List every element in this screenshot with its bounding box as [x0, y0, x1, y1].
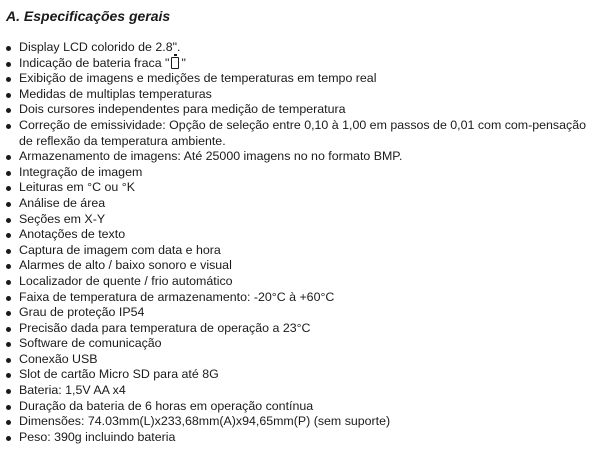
spec-item-xy-sections: Seções em X-Y	[6, 212, 586, 228]
bullet-icon	[6, 436, 11, 441]
bullet-icon	[6, 420, 11, 425]
spec-item-image-storage: Armazenamento de imagens: Até 25000 imagens no no formato BMP.	[6, 149, 586, 165]
spec-item-usb: Conexão USB	[6, 352, 586, 368]
spec-item-battery: Bateria: 1,5V AA x4	[6, 383, 586, 399]
spec-item-storage-temp: Faixa de temperatura de armazenamento: -20°C à +60°C	[6, 290, 586, 306]
bullet-icon	[6, 155, 11, 160]
spec-item-hot-cold-locator: Localizador de quente / frio automático	[6, 274, 586, 290]
bullet-icon	[6, 233, 11, 238]
document-page	[6, 6, 586, 445]
bullet-icon	[6, 218, 11, 223]
bullet-icon	[6, 249, 11, 254]
spec-item-battery-indicator: Indicação de bateria fraca " "	[6, 56, 586, 72]
bullet-icon	[6, 171, 11, 176]
bullet-icon	[6, 389, 11, 394]
bullet-icon	[6, 264, 11, 269]
bullet-icon	[6, 46, 11, 51]
battery-icon	[171, 57, 179, 69]
spec-item-text-notes: Anotações de texto	[6, 227, 586, 243]
spec-item-capture-datetime: Captura de imagem com data e hora	[6, 243, 586, 259]
bullet-icon	[6, 342, 11, 347]
bullet-icon	[6, 296, 11, 301]
spec-list	[6, 40, 586, 445]
spec-item-dimensions: Dimensões: 74.03mm(L)x233,68mm(A)x94,65mm(P) (sem suporte)	[6, 414, 586, 430]
spec-item-multiple-temps: Medidas de multiplas temperaturas	[6, 87, 586, 103]
spec-item-accuracy: Precisão dada para temperatura de operação a 23°C	[6, 321, 586, 337]
bullet-icon	[6, 186, 11, 191]
bullet-icon	[6, 327, 11, 332]
bullet-icon	[6, 124, 11, 129]
section-title: A. Especificações gerais	[6, 8, 171, 24]
spec-item-battery-life: Duração da bateria de 6 horas em operação contínua	[6, 399, 586, 415]
bullet-icon	[6, 77, 11, 82]
spec-item-sd-slot: Slot de cartão Micro SD para até 8G	[6, 367, 586, 383]
spec-item-realtime-images: Exibição de imagens e medições de temperaturas em tempo real	[6, 71, 586, 87]
bullet-icon	[6, 405, 11, 410]
bullet-icon	[6, 280, 11, 285]
spec-item-area-analysis: Análise de área	[6, 196, 586, 212]
spec-item-protection: Grau de proteção IP54	[6, 305, 586, 321]
spec-item-alarms: Alarmes de alto / baixo sonoro e visual	[6, 258, 586, 274]
spec-item-image-integration: Integração de imagem	[6, 165, 586, 181]
bullet-icon	[6, 202, 11, 207]
spec-item-cursors: Dois cursores independentes para medição de temperatura	[6, 102, 586, 118]
bullet-icon	[6, 311, 11, 316]
spec-item-units: Leituras em °C ou °K	[6, 180, 586, 196]
bullet-icon	[6, 373, 11, 378]
spec-item-software: Software de comunicação	[6, 336, 586, 352]
spec-item-emissivity: Correção de emissividade: Opção de seleção entre 0,10 à 1,00 em passos de 0,01 com com-pensação de reflexão da temperatura ambiente.	[6, 118, 586, 149]
spec-item-display: Display LCD colorido de 2.8".	[6, 40, 586, 56]
bullet-icon	[6, 108, 11, 113]
spec-item-weight: Peso: 390g incluindo bateria	[6, 430, 586, 446]
bullet-icon	[6, 93, 11, 98]
bullet-icon	[6, 358, 11, 363]
bullet-icon	[6, 62, 11, 67]
